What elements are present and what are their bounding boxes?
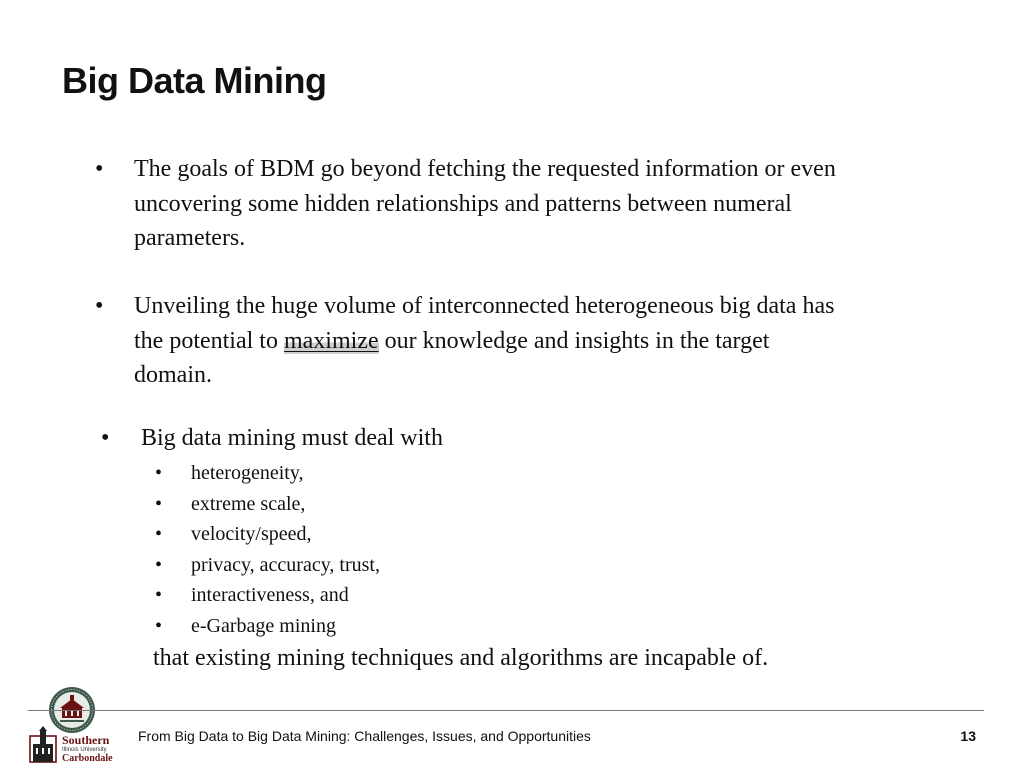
- logo-line-1: Southern: [62, 733, 110, 747]
- seal-window: [71, 711, 73, 716]
- logo-window: [48, 748, 50, 754]
- slide-title: Big Data Mining: [62, 60, 327, 101]
- seal-base: [60, 720, 84, 722]
- bullet-text: [134, 289, 975, 393]
- logo-line-3: Carbondale: [62, 753, 113, 764]
- bullet-line: parameters.: [134, 225, 246, 251]
- bullet-text: Big data mining must deal with: [141, 425, 443, 451]
- bullet-marker: •: [95, 156, 104, 182]
- university-tower-icon: [27, 726, 59, 764]
- challenge-list: [155, 458, 380, 641]
- page-number: 13: [960, 728, 976, 744]
- list-item-text: privacy, accuracy, trust,: [191, 553, 380, 576]
- bullet-line-prefix: the potential to: [134, 327, 284, 354]
- logo-spire: [39, 726, 47, 731]
- sub-bullet-marker: •: [155, 523, 163, 545]
- sub-bullet-marker: •: [155, 584, 163, 606]
- list-item: [155, 519, 380, 550]
- logo-window: [36, 748, 38, 754]
- bullet-line: Unveiling the huge volume of interconnected heterogeneous big data has: [134, 293, 835, 319]
- sub-bullet-marker: •: [155, 614, 163, 637]
- logo-window: [42, 748, 44, 754]
- bullet-line: The goals of BDM go beyond fetching the requested information or even: [134, 156, 836, 182]
- bullet-line-suffix: our knowledge and insights in the target: [378, 327, 770, 354]
- bullet-line: domain.: [134, 362, 212, 388]
- list-item-text: extreme scale,: [191, 492, 306, 515]
- list-item-text: heterogeneity,: [191, 462, 304, 484]
- footer-title: From Big Data to Big Data Mining: Challenges, Issues, and Opportunities: [138, 728, 591, 744]
- list-item-text: e-Garbage mining: [191, 614, 336, 637]
- sub-bullet-marker: •: [155, 553, 163, 576]
- sub-bullet-marker: •: [155, 492, 163, 515]
- list-item: [155, 580, 380, 611]
- seal-window: [65, 711, 67, 716]
- university-logo-text: [62, 734, 124, 764]
- footer-divider: [28, 710, 984, 711]
- logo-tower: [40, 730, 46, 746]
- list-item: [155, 611, 380, 642]
- sub-bullet-marker: •: [155, 462, 163, 484]
- list-item: [155, 458, 380, 489]
- closing-statement: that existing mining techniques and algorithms are incapable of.: [153, 645, 769, 671]
- list-item-text: velocity/speed,: [191, 523, 312, 545]
- seal-window: [77, 711, 79, 716]
- bullet-goals: [95, 152, 975, 256]
- bullet-marker: •: [101, 425, 110, 451]
- bullet-line: uncovering some hidden relationships and patterns between numeral: [134, 190, 792, 217]
- emphasized-word: maximize: [283, 327, 379, 354]
- bullet-must-deal-with: [101, 421, 981, 456]
- seal-tower: [70, 695, 74, 701]
- bullet-text: [134, 152, 975, 256]
- list-item-text: interactiveness, and: [191, 584, 349, 606]
- bullet-marker: •: [95, 293, 104, 319]
- list-item: [155, 489, 380, 520]
- bullet-unveiling: [95, 289, 975, 393]
- list-item: [155, 550, 380, 581]
- logo-line-2: Illinois University: [62, 747, 107, 753]
